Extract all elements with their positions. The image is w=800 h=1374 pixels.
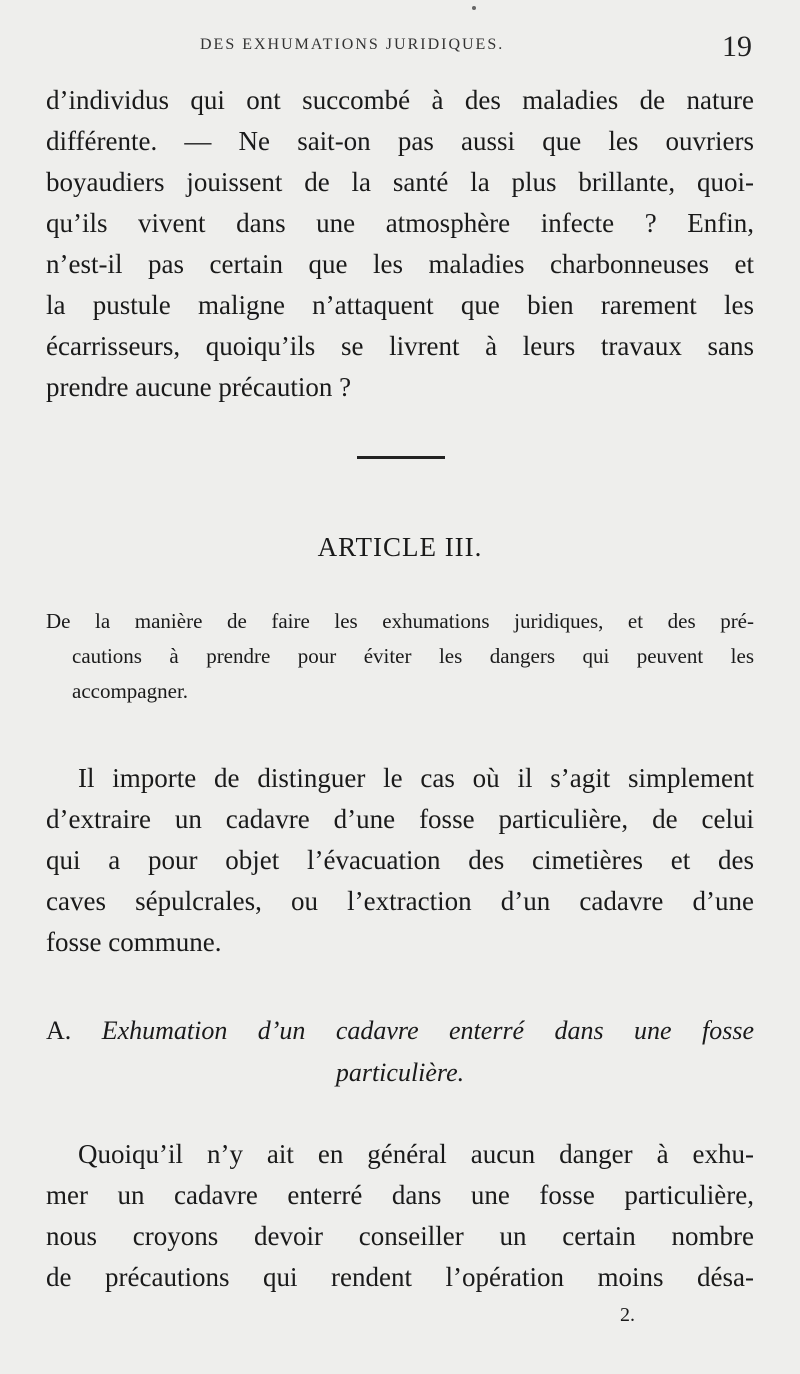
section-letter: A. — [46, 1016, 72, 1045]
text-line: Il importe de distinguer le cas où il s’agit simplement — [78, 763, 754, 793]
text-line: caves sépulcrales, ou l’extraction d’un cadavre d’une — [46, 886, 754, 916]
text-line: différente. — Ne sait-on pas aussi que les ouvriers — [46, 126, 754, 156]
text-line: mer un cadavre enterré dans une fosse particulière, — [46, 1180, 754, 1210]
text-line: n’est-il pas certain que les maladies charbonneuses et — [46, 249, 754, 279]
article-summary — [46, 604, 754, 709]
text-line: nous croyons devoir conseiller un certain nombre — [46, 1221, 754, 1251]
text-line: d’extraire un cadavre d’une fosse particulière, de celui — [46, 804, 754, 834]
ink-dot — [472, 6, 476, 10]
section-heading-text: Exhumation d’un cadavre enterré dans une fosse — [101, 1016, 754, 1045]
text-line: qui a pour objet l’évacuation des cimetières et des — [46, 845, 754, 875]
summary-line: De la manière de faire les exhumations juridiques, et des pré- — [46, 609, 754, 633]
running-header: DES EXHUMATIONS JURIDIQUES. — [200, 36, 505, 53]
text-line: fosse commune. — [46, 927, 222, 957]
section-heading-line — [46, 1010, 754, 1052]
signature-mark: 2. — [620, 1304, 635, 1326]
text-line: écarrisseurs, quoiqu’ils se livrent à leurs travaux sans — [46, 331, 754, 361]
paragraph-precautions — [46, 1134, 754, 1298]
text-line: de précautions qui rendent l’opération moins désa- — [46, 1262, 754, 1292]
section-heading-line: particulière. — [335, 1058, 465, 1087]
text-line: qu’ils vivent dans une atmosphère infecte ? Enfin, — [46, 208, 754, 238]
page-number: 19 — [722, 30, 752, 63]
text-line: prendre aucune précaution ? — [46, 372, 352, 402]
text-line: Quoiqu’il n’y ait en général aucun danger à exhu- — [78, 1139, 754, 1169]
article-title: ARTICLE III. — [317, 532, 483, 562]
section-heading-a — [46, 1010, 754, 1094]
section-divider — [357, 456, 445, 459]
summary-line: cautions à prendre pour éviter les dangers qui peuvent les — [72, 644, 754, 668]
paragraph-continuation — [46, 80, 754, 408]
text-line: d’individus qui ont succombé à des maladies de nature — [46, 85, 754, 115]
text-line: boyaudiers jouissent de la santé la plus brillante, quoi- — [46, 167, 754, 197]
text-line: la pustule maligne n’attaquent que bien rarement les — [46, 290, 754, 320]
summary-line: accompagner. — [72, 679, 189, 703]
paragraph-distinction — [46, 758, 754, 963]
